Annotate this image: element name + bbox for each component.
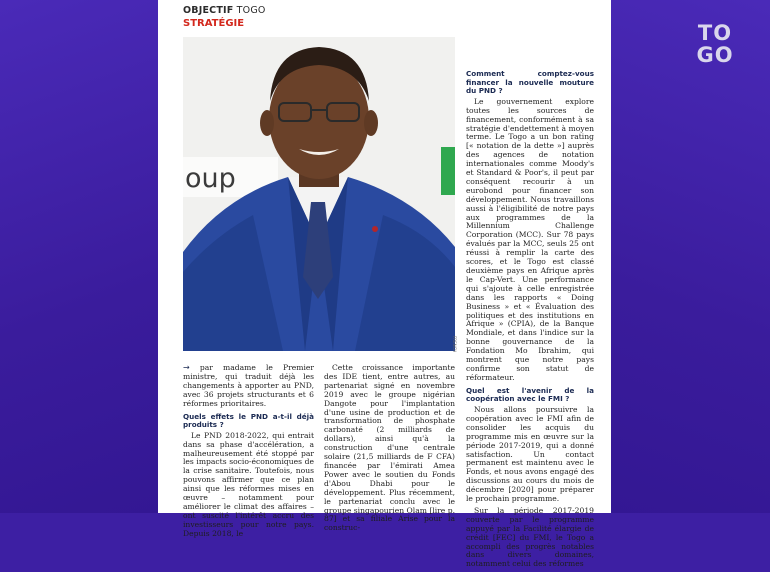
arrow-right-icon: → — [183, 363, 190, 372]
portrait-photo — [183, 37, 455, 351]
question-effects: Quels effets le PND a-t-il déjà produits ? — [183, 411, 314, 430]
answer-imf: Nous allons poursuivre la coopération avec le FMI afin de consolider les acquis du programme mis en œuvre sur la période 2017-2019, qui a donné satisfaction. Un contact permanent est maintenu avec le Fonds, et nous avons engagé des discussions au cours du mois de décembre [2020] pour préparer le prochain programme. — [466, 404, 594, 504]
column-right — [466, 66, 594, 572]
background-left — [0, 0, 158, 513]
portrait-illustration — [183, 37, 455, 351]
paragraph-fec: Sur la période 2017-2019 couverte par le programme appuyé par la Facilité élargie de crédit [FEC] du FMI, le Togo a accompli des progrès notables dans divers domaines, notamment celui des réformes — [466, 505, 594, 569]
logo-line-1: TO — [697, 21, 733, 45]
paragraph-ide: Cette croissance importante des IDE tient, entre autres, au partenariat signé en novembre 2019 avec le groupe nigérian Dangote pour l'implantation d'une usine de production et de transformation de phosphate carbonaté (2 milliards de dollars), ainsi qu'à la construction d'une centrale solaire (21,5 milliards de F CFA) financée par l'émirati Amea Power avec le soutien du Fonds d'Abou Dhabi pour le développement. Plus récemment, le partenariat conclu avec le groupe singapourien Olam [lire p. 87] et sa filiale Arise pour la construc- — [324, 363, 455, 533]
question-imf: Quel est l'avenir de la coopération avec le FMI ? — [466, 385, 594, 404]
logo-line-2: GO — [696, 43, 734, 67]
rubric-country: TOGO — [236, 5, 266, 16]
magazine-page — [158, 0, 611, 569]
continuation-text: par madame le Premier ministre, qui traduit déjà les changements à apporter au PND, avec 36 projets structurants et 6 réformes prioritaires. — [183, 363, 314, 408]
continuation-paragraph — [183, 364, 314, 409]
background-sign: oup — [185, 163, 236, 194]
section-title: STRATÉGIE — [183, 18, 245, 29]
column-middle — [324, 364, 455, 536]
background-right — [611, 0, 770, 513]
rubric-label: OBJECTIF — [183, 5, 234, 16]
column-left — [183, 364, 314, 542]
answer-effects: Le PND 2018-2022, qui entrait dans sa phase d'accélération, a malheureusement été stoppé par les impacts socio-économiques de la crise sanitaire. Toutefois, nous pouvons affirmer que ce plan ainsi que les réformes mises en œuvre – notamment pour améliorer le climat des affaires – ont suscité l'intérêt accru des investisseurs pour notre pays. Depuis 2018, le — [183, 430, 314, 538]
answer-financing: Le gouvernement explore toutes les sources de financement, conformément à sa stratégie d'endettement à moyen terme. Le Togo a un bon rating [« notation de la dette »] auprès des agences de notation internationales comme Moody's et Standard & Poor's, il peut par conséquent recourir à un eurobond pour financer son développement. Nous travaillons aussi à l'éligibilité de notre pays aux programmes de la Millennium Challenge Corporation (MCC). Sur 78 pays évalués par la MCC, seuls 25 ont réussi à remplir la carte des scores, et le Togo est classé deuxième pays en Afrique après le Cap-Vert. Une performance qui s'ajoute à celle enregistrée dans les rapports « Doing Business » et « Évaluation des politiques et des institutions en Afrique » (CPIA), de la Banque Mondiale, et dans l'indice sur la bonne gouvernance de la Fondation Mo Ibrahim, qui montrent que notre pays confirme son statut de réformateur. — [466, 96, 594, 382]
rubric-header — [183, 5, 266, 16]
question-financing: Comment comptez-vous financer la nouvelle mouture du PND ? — [466, 69, 594, 96]
photo-credit: FRENCH — [452, 336, 457, 353]
togo-logo — [690, 22, 740, 66]
